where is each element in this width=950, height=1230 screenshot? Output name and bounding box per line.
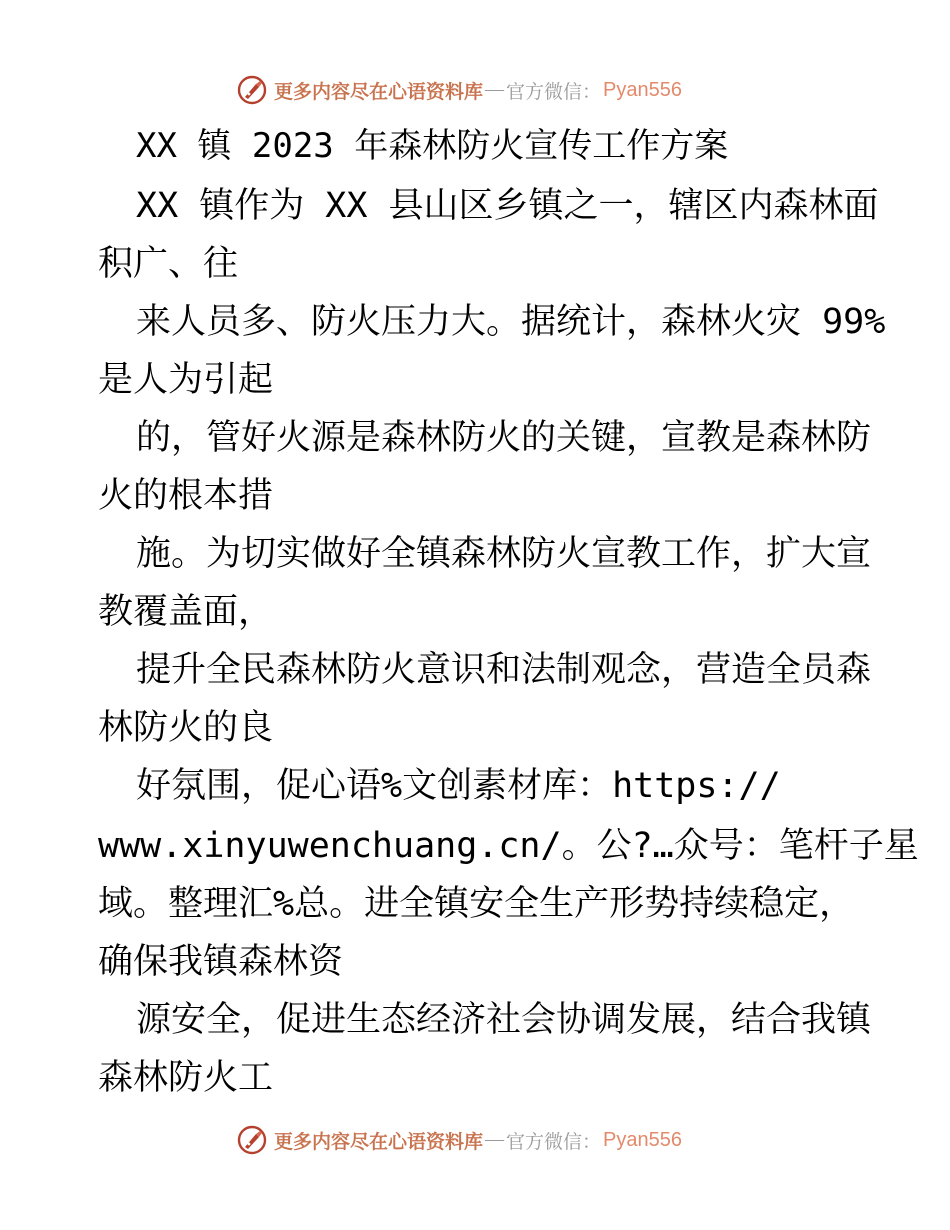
banner-wechat-label: 官方微信： <box>506 80 602 103</box>
text-line: www.xinyuwenchuang.cn/。公?…众号：笔杆子星 <box>98 826 919 866</box>
pen-nib-logo-icon <box>236 74 268 106</box>
footer-banner <box>236 1122 682 1158</box>
text-line: 是人为引起 <box>98 360 274 400</box>
banner-brand-text: 更多内容尽在心语资料库 <box>274 80 484 103</box>
text-line: XX 镇作为 XX 县山区乡镇之一，辖区内森林面 <box>136 186 879 226</box>
text-line: 源安全，促进生态经济社会协调发展，结合我镇 <box>136 1000 872 1040</box>
text-line: 教覆盖面， <box>98 592 274 632</box>
banner-wechat-id: Pyan556 <box>603 1128 682 1151</box>
text-line: 来人员多、防火压力大。据统计，森林火灾 99% <box>136 302 886 342</box>
banner-dash: — <box>485 79 505 100</box>
text-line: 林防火的良 <box>98 708 274 748</box>
text-line: 域。整理汇%总。进全镇安全生产形势持续稳定， <box>98 884 855 924</box>
text-line: 森林防火工 <box>98 1058 274 1098</box>
text-line: 确保我镇森林资 <box>98 942 344 982</box>
header-banner <box>236 72 682 108</box>
text-line: 的，管好火源是森林防火的关键，宣教是森林防 <box>136 418 872 458</box>
text-line: 好氛围，促心语%文创素材库：https:// <box>136 766 781 806</box>
text-line: 积广、往 <box>98 244 239 284</box>
text-line: 火的根本措 <box>98 476 274 516</box>
document-title: XX 镇 2023 年森林防火宣传工作方案 <box>136 126 729 166</box>
banner-wechat-label: 官方微信： <box>506 1130 602 1153</box>
text-line: 提升全民森林防火意识和法制观念，营造全员森 <box>136 650 872 690</box>
banner-dash: — <box>485 1129 505 1150</box>
pen-nib-logo-icon <box>236 1124 268 1156</box>
banner-wechat-id: Pyan556 <box>603 78 682 101</box>
text-line: 施。为切实做好全镇森林防火宣教工作，扩大宣 <box>136 534 872 574</box>
banner-brand-text: 更多内容尽在心语资料库 <box>274 1130 484 1153</box>
